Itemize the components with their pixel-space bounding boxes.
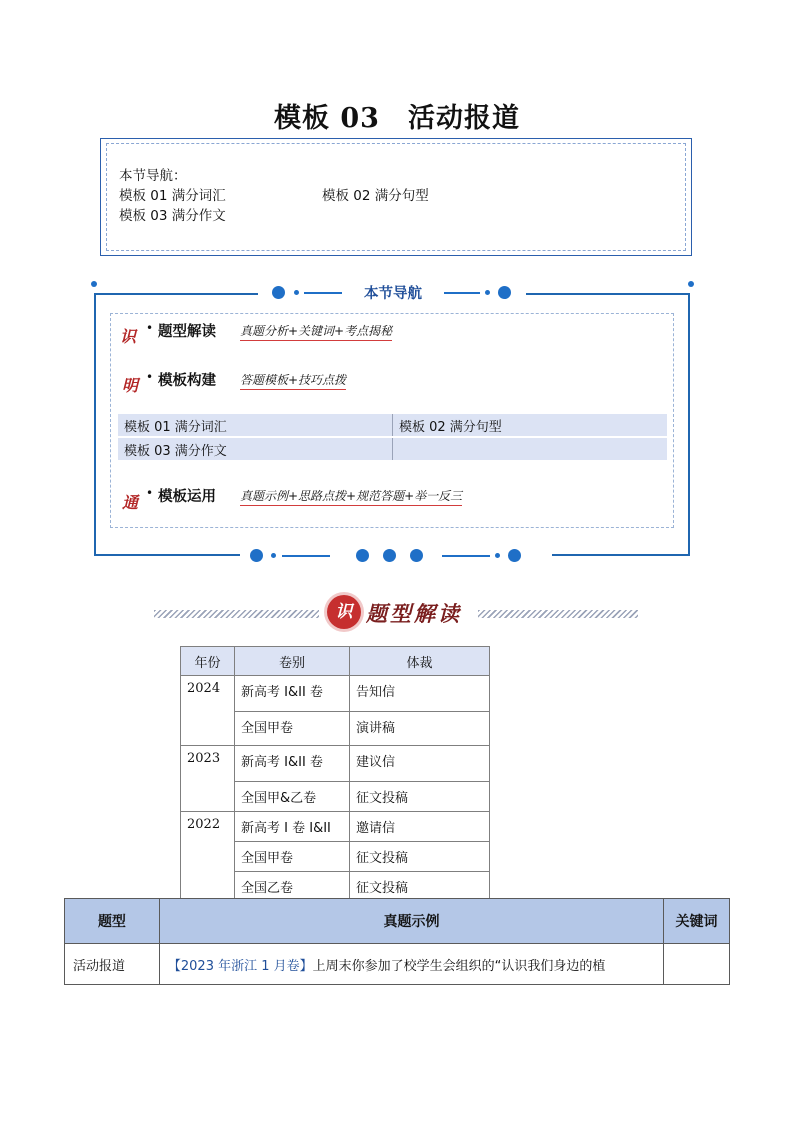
year-cell: 2023 <box>181 746 235 812</box>
column-header: 真题示例 <box>159 899 663 944</box>
example-text: 上周末你参加了校学生会组织的“认识我们身边的植 <box>312 958 606 974</box>
template-cell[interactable]: 模板 03 满分作文 <box>118 437 393 461</box>
nav-box-item-1[interactable]: 模板 01 满分词汇 <box>119 188 226 204</box>
bullet-icon: • <box>146 321 154 335</box>
section-title: 题型解读 <box>366 601 462 626</box>
nav-label-3[interactable]: 模板运用 <box>158 489 216 505</box>
column-header: 题型 <box>65 899 160 944</box>
bullet-icon: • <box>146 370 154 384</box>
paper-cell: 全国甲卷 <box>235 842 350 872</box>
template-cell[interactable]: 模板 01 满分词汇 <box>118 414 393 437</box>
nav-desc-2: 答题模板+技巧点拨 <box>240 371 346 390</box>
genre-cell: 建议信 <box>350 746 490 782</box>
template-cell <box>393 437 668 461</box>
genre-cell: 告知信 <box>350 676 490 712</box>
stripe-left <box>154 610 319 618</box>
exam-year-table <box>180 646 490 902</box>
year-cell: 2022 <box>181 812 235 902</box>
column-header: 年份 <box>181 647 235 676</box>
side-char-3: 通 <box>122 493 139 512</box>
bullet-icon: • <box>146 486 154 500</box>
section-nav-title: 本节导航 <box>364 286 422 302</box>
seal-icon: 识 <box>327 595 361 629</box>
corner-dot <box>688 281 694 287</box>
genre-cell: 征文投稿 <box>350 842 490 872</box>
paper-cell: 新高考 I&II 卷 <box>235 746 350 782</box>
genre-cell: 征文投稿 <box>350 782 490 812</box>
section-nav-header <box>258 282 526 304</box>
nav-label-1[interactable]: 题型解读 <box>158 324 216 340</box>
genre-cell: 演讲稿 <box>350 712 490 746</box>
side-char-2: 明 <box>122 376 139 395</box>
title-part2: 活动报道 <box>407 103 520 134</box>
paper-cell: 新高考 I&II 卷 <box>235 676 350 712</box>
title-part1: 模板 03 <box>274 103 380 134</box>
example-table <box>64 898 730 985</box>
exam-tag: 【2023 年浙江 1 月卷】 <box>167 958 313 974</box>
nav-box-item-2[interactable]: 模板 02 满分句型 <box>322 188 429 204</box>
template-cell[interactable]: 模板 02 满分句型 <box>393 414 668 437</box>
paper-cell: 全国乙卷 <box>235 872 350 902</box>
year-cell: 2024 <box>181 676 235 746</box>
nav-box-heading: 本节导航： <box>119 168 187 184</box>
page-title <box>0 96 794 135</box>
column-header: 体裁 <box>350 647 490 676</box>
column-header: 关键词 <box>664 899 730 944</box>
genre-cell: 邀请信 <box>350 812 490 842</box>
stripe-right <box>478 610 638 618</box>
type-cell: 活动报道 <box>65 944 160 985</box>
nav-desc-3: 真题示例+思路点拨+规范答题+举一反三 <box>240 487 462 506</box>
nav-box-item-3[interactable]: 模板 03 满分作文 <box>119 208 226 224</box>
paper-cell: 新高考 I 卷 I&II <box>235 812 350 842</box>
example-cell <box>159 944 663 985</box>
nav-desc-1: 真题分析+关键词+考点揭秘 <box>240 322 392 341</box>
side-char-1: 识 <box>120 327 137 346</box>
paper-cell: 全国甲卷 <box>235 712 350 746</box>
paper-cell: 全国甲&乙卷 <box>235 782 350 812</box>
template-table <box>118 414 667 462</box>
corner-dot <box>91 281 97 287</box>
nav-label-2[interactable]: 模板构建 <box>158 373 216 389</box>
bottom-ornament <box>240 545 552 567</box>
keyword-cell <box>664 944 730 985</box>
column-header: 卷别 <box>235 647 350 676</box>
genre-cell: 征文投稿 <box>350 872 490 902</box>
